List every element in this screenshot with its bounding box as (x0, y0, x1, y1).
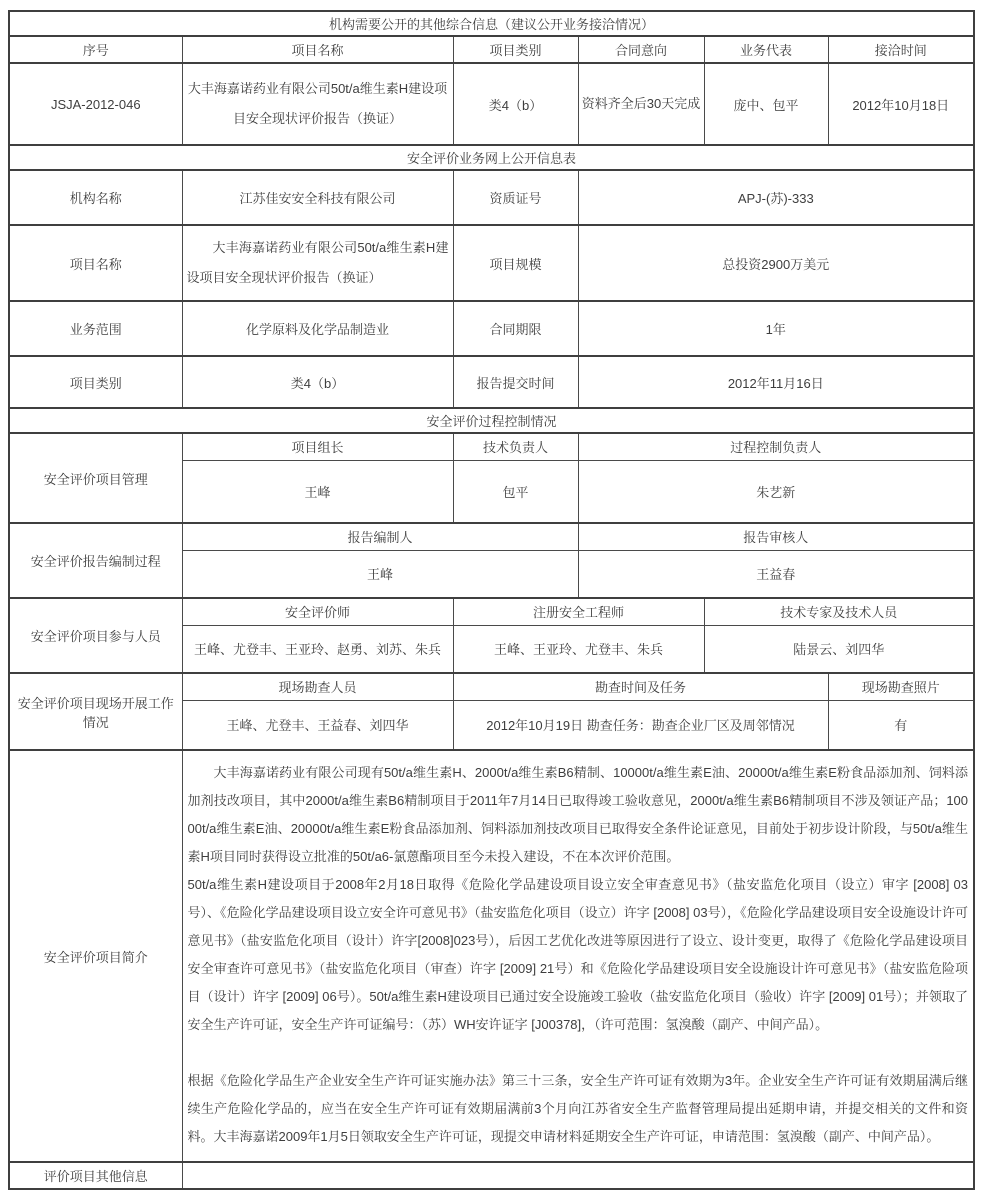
value-project-category: 类4（b） (182, 356, 453, 408)
cell-category: 类4（b） (453, 63, 578, 145)
label-project-scale: 项目规模 (453, 225, 578, 301)
label-project-participants: 安全评价项目参与人员 (9, 598, 182, 673)
value-technical-experts: 陆景云、刘四华 (704, 625, 974, 673)
value-report-submit-date: 2012年11月16日 (578, 356, 974, 408)
label-project-name: 项目名称 (9, 225, 182, 301)
site-work-header-row (9, 673, 974, 700)
value-report-compiler: 王峰 (182, 550, 578, 598)
value-org-name: 江苏佳安安全科技有限公司 (182, 170, 453, 225)
section2-title-row (9, 145, 974, 170)
header-serial: 序号 (9, 36, 182, 63)
header-category: 项目类别 (453, 36, 578, 63)
header-survey-time-tasks: 勘查时间及任务 (453, 673, 828, 700)
section1-data-row (9, 63, 974, 145)
project-category-row (9, 356, 974, 408)
header-technical-experts: 技术专家及技术人员 (704, 598, 974, 625)
header-contact-date: 接洽时间 (828, 36, 974, 63)
value-survey-time-tasks: 2012年10月19日 勘查任务：勘查企业厂区及周邻情况 (453, 700, 828, 750)
header-report-compiler: 报告编制人 (182, 523, 578, 550)
header-site-surveyors: 现场勘查人员 (182, 673, 453, 700)
label-business-scope: 业务范围 (9, 301, 182, 356)
header-contract-intent: 合同意向 (578, 36, 704, 63)
project-summary-row (9, 750, 974, 1162)
management-header-row (9, 433, 974, 460)
header-technical-director: 技术负责人 (453, 433, 578, 460)
summary-paragraph-2: 50t/a维生素H建设项目于2008年2月18日取得《危险化学品建设项目设立安全审查意见书》（盐安监危化项目（设立）审字 [2008] 03号）、《危险化学品建设项目设立安全许可意见书》（盐安监危化项目（设立）许字 [2008] 03号），《危险化学品建设项目安全设施设计许可意见书》（盐安监危化项目（设计）许字[2008]023号），后因工艺优化改进等原因进行了设立、设计变更，取得了《危险化学品建设项目安全审查许可意见书》（盐安监危化项目（审查）许字 [2009] 21号）和《危险化学品建设项目安全设施设计许可意见书》（盐安监危险项目（设计）许字 [2009] 06号）。50t/a维生素H建设项目已通过安全设施竣工验收（盐安监危化项目（验收）许字 [2009] 01号）；并领取了安全生产许可证，安全生产许可证编号：（苏）WH安许证字 [J00378]，（许可范围：氢溴酸（副产、中间产品）。 (187, 877, 969, 1032)
label-other-info: 评价项目其他信息 (9, 1162, 182, 1189)
value-safety-evaluators: 王峰、尤登丰、王亚玲、赵勇、刘苏、朱兵 (182, 625, 453, 673)
section3-title: 安全评价过程控制情况 (9, 408, 974, 433)
cell-representative: 庞中、包平 (704, 63, 828, 145)
org-name-row (9, 170, 974, 225)
header-report-reviewer: 报告审核人 (578, 523, 974, 550)
compilation-header-row (9, 523, 974, 550)
value-other-info (182, 1162, 974, 1189)
label-org-name: 机构名称 (9, 170, 182, 225)
label-site-work: 安全评价项目现场开展工作情况 (9, 673, 182, 750)
value-registered-safety-engineers: 王峰、王亚玲、尤登丰、朱兵 (453, 625, 704, 673)
section1-title-row (9, 11, 974, 36)
summary-paragraph-3: 根据《危险化学品生产企业安全生产许可证实施办法》第三十三条，安全生产许可证有效期为3年。企业安全生产许可证有效期届满后继续生产危险化学品的，应当在安全生产许可证有效期届满前3个月向江苏省安全生产监督管理局提出延期申请，并提交相关的文件和资料。大丰海嘉诺2009年1月5日领取安全生产许可证，现提交申请材料延期安全生产许可证，申请范围：氢溴酸（副产、中间产品）。 (187, 1073, 969, 1144)
header-project-leader: 项目组长 (182, 433, 453, 460)
other-info-row (9, 1162, 974, 1189)
value-report-reviewer: 王益春 (578, 550, 974, 598)
cell-project-name: 大丰海嘉诺药业有限公司50t/a维生素H建设项目安全现状评价报告（换证） (182, 63, 453, 145)
label-contract-term: 合同期限 (453, 301, 578, 356)
header-registered-safety-engineers: 注册安全工程师 (453, 598, 704, 625)
participants-header-row (9, 598, 974, 625)
value-site-surveyors: 王峰、尤登丰、王益春、刘四华 (182, 700, 453, 750)
business-scope-row (9, 301, 974, 356)
value-qualification-no: APJ-(苏)-333 (578, 170, 974, 225)
header-process-control-director: 过程控制负责人 (578, 433, 974, 460)
value-process-control-director: 朱艺新 (578, 460, 974, 523)
header-project-name: 项目名称 (182, 36, 453, 63)
value-project-leader: 王峰 (182, 460, 453, 523)
section1-header-row (9, 36, 974, 63)
label-project-category: 项目类别 (9, 356, 182, 408)
label-project-management: 安全评价项目管理 (9, 433, 182, 523)
header-representative: 业务代表 (704, 36, 828, 63)
section2-title: 安全评价业务网上公开信息表 (9, 145, 974, 170)
value-project-name: 大丰海嘉诺药业有限公司50t/a维生素H建设项目安全现状评价报告（换证） (182, 225, 453, 301)
cell-contract-intent: 资料齐全后30天完成 (578, 63, 704, 145)
label-project-summary: 安全评价项目简介 (9, 750, 182, 1162)
value-technical-director: 包平 (453, 460, 578, 523)
safety-evaluation-table (8, 10, 975, 1190)
summary-paragraph-1: 大丰海嘉诺药业有限公司现有50t/a维生素H、2000t/a维生素B6精制、10000t/a维生素E油、20000t/a维生素E粉食品添加剂、饲料添加剂技改项目，其中2000t/a维生素B6精制项目于2011年7月14日已取得竣工验收意见，2000t/a维生素B6精制项目不涉及领证产品；10000t/a维生素E油、20000t/a维生素E粉食品添加剂、饲料添加剂技改项目已取得安全条件论证意见，目前处于初步设计阶段，与50t/a维生素H项目同时获得设立批准的50t/a6-氯蒽酯项目至今未投入建设，不在本次评价范围。 (187, 765, 969, 864)
label-qualification-no: 资质证号 (453, 170, 578, 225)
value-business-scope: 化学原料及化学品制造业 (182, 301, 453, 356)
header-safety-evaluators: 安全评价师 (182, 598, 453, 625)
value-project-scale: 总投资2900万美元 (578, 225, 974, 301)
header-site-photos: 现场勘查照片 (828, 673, 974, 700)
cell-serial: JSJA-2012-046 (9, 63, 182, 145)
project-name-row (9, 225, 974, 301)
section3-title-row (9, 408, 974, 433)
value-project-summary (182, 750, 974, 1162)
label-report-compilation: 安全评价报告编制过程 (9, 523, 182, 598)
cell-contact-date: 2012年10月18日 (828, 63, 974, 145)
section1-title: 机构需要公开的其他综合信息（建议公开业务接洽情况） (9, 11, 974, 36)
value-site-photos: 有 (828, 700, 974, 750)
value-contract-term: 1年 (578, 301, 974, 356)
label-report-submit-date: 报告提交时间 (453, 356, 578, 408)
